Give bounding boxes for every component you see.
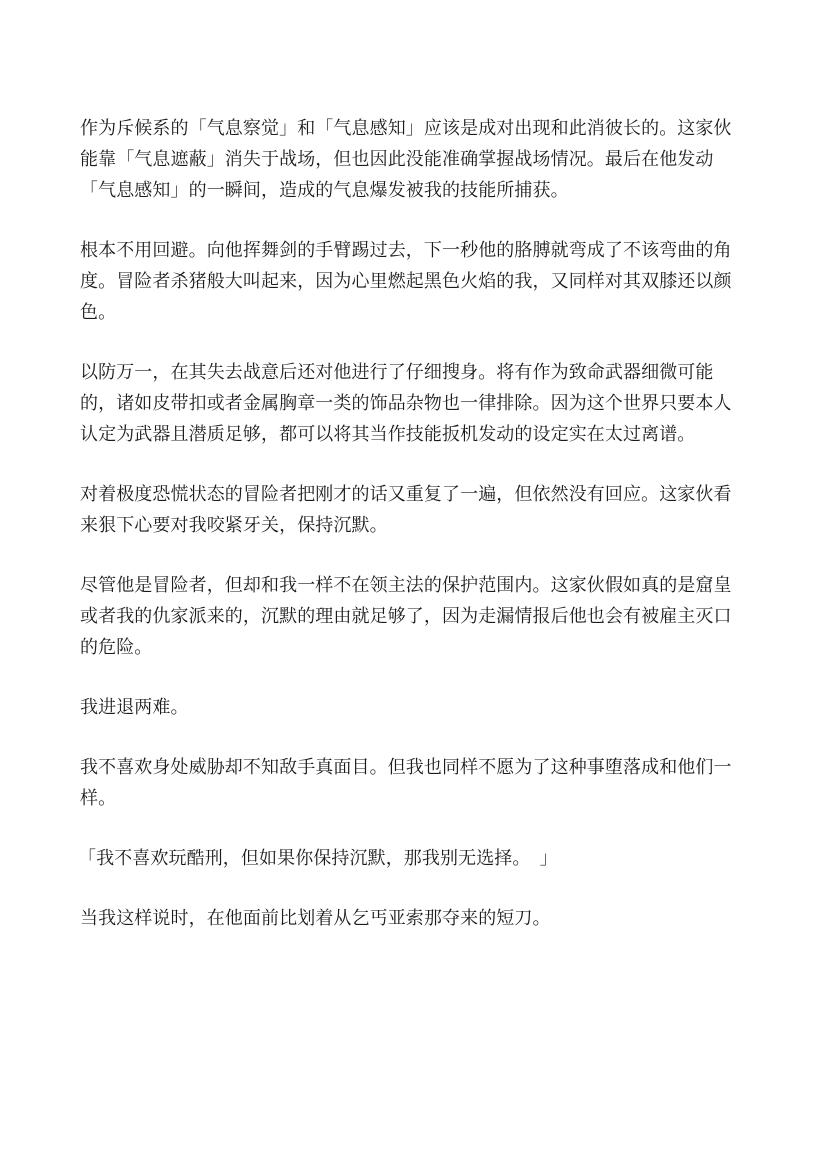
paragraph-6: 我进退两难。	[80, 697, 189, 718]
dialogue-line: 「我不喜欢玩酷刑，但如果你保持沉默，那我别无选择。 」	[78, 848, 558, 869]
paragraph-4: 对着极度恐慌状态的冒险者把刚才的话又重复了一遍，但依然没有回应。这家伙看来狠下心要对我咬紧牙关，保持沉默。	[80, 484, 732, 536]
paragraph-7: 我不喜欢身处威胁却不知敌手真面目。但我也同样不愿为了这种事堕落成和他们一样。	[80, 757, 732, 809]
paragraph-2: 根本不用回避。向他挥舞剑的手臂踢过去，下一秒他的胳膊就弯成了不该弯曲的角度。冒险者杀猪般大叫起来，因为心里燃起黑色火焰的我，又同样对其双膝还以颜色。	[80, 240, 732, 323]
paragraph-9: 当我这样说时，在他面前比划着从乞丐亚索那夺来的短刀。	[80, 908, 551, 929]
paragraph-5: 尽管他是冒险者，但却和我一样不在领主法的保护范围内。这家伙假如真的是窟皇或者我的仇家派来的，沉默的理由就足够了，因为走漏情报后他也会有被雇主灭口的危险。	[80, 575, 732, 658]
paragraph-3: 以防万一，在其失去战意后还对他进行了仔细搜身。将有作为致命武器细微可能的，诸如皮带扣或者金属胸章一类的饰品杂物也一律排除。因为这个世界只要本人认定为武器且潜质足够，都可以将其当作技能扳机发动的设定实在太过离谱。	[80, 362, 732, 445]
document-page	[80, 113, 740, 963]
paragraph-1: 作为斥候系的「气息察觉」和「气息感知」应该是成对出现和此消彼长的。这家伙能靠「气息遮蔽」消失于战场，但也因此没能准确掌握战场情况。最后在他发动「气息感知」的一瞬间，造成的气息爆发被我的技能所捕获。	[80, 118, 732, 201]
